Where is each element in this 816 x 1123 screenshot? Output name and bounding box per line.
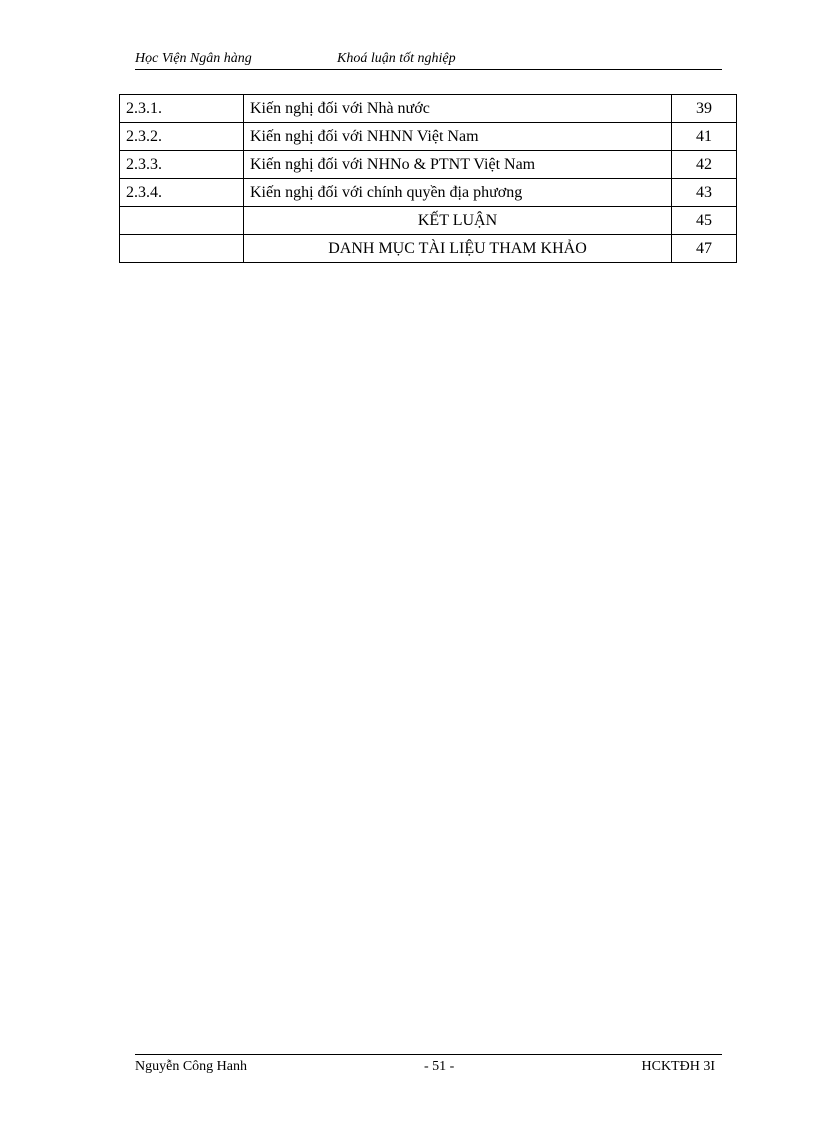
table-row xyxy=(120,151,737,179)
toc-page-number: 43 xyxy=(672,179,737,207)
toc-page-number: 45 xyxy=(672,207,737,235)
toc-section-title: KẾT LUẬN xyxy=(244,207,672,235)
toc-section-number xyxy=(120,207,244,235)
toc-section-number: 2.3.3. xyxy=(120,151,244,179)
toc-section-title: Kiến nghị đối với Nhà nước xyxy=(244,95,672,123)
table-row xyxy=(120,235,737,263)
table-row xyxy=(120,207,737,235)
footer-class-code: HCKTĐH 3I xyxy=(641,1059,715,1074)
header-doc-type: Khoá luận tốt nghiệp xyxy=(337,51,456,66)
toc-section-title: Kiến nghị đối với NHNN Việt Nam xyxy=(244,123,672,151)
toc-section-title: DANH MỤC TÀI LIỆU THAM KHẢO xyxy=(244,235,672,263)
footer-page-number: - 51 - xyxy=(424,1059,455,1074)
toc-page-number: 47 xyxy=(672,235,737,263)
table-row xyxy=(120,179,737,207)
toc-page-number: 39 xyxy=(672,95,737,123)
page-footer xyxy=(135,1054,722,1079)
toc-page-number: 42 xyxy=(672,151,737,179)
toc-section-title: Kiến nghị đối với chính quyền địa phương xyxy=(244,179,672,207)
toc-section-number: 2.3.2. xyxy=(120,123,244,151)
footer-author: Nguyễn Công Hanh xyxy=(135,1059,247,1074)
toc-section-title: Kiến nghị đối với NHNo & PTNT Việt Nam xyxy=(244,151,672,179)
table-row xyxy=(120,123,737,151)
table-of-contents xyxy=(119,94,737,263)
toc-section-number: 2.3.1. xyxy=(120,95,244,123)
page-header xyxy=(135,50,722,70)
toc-section-number: 2.3.4. xyxy=(120,179,244,207)
header-school: Học Viện Ngân hàng xyxy=(135,51,252,66)
toc-section-number xyxy=(120,235,244,263)
table-row xyxy=(120,95,737,123)
toc-page-number: 41 xyxy=(672,123,737,151)
